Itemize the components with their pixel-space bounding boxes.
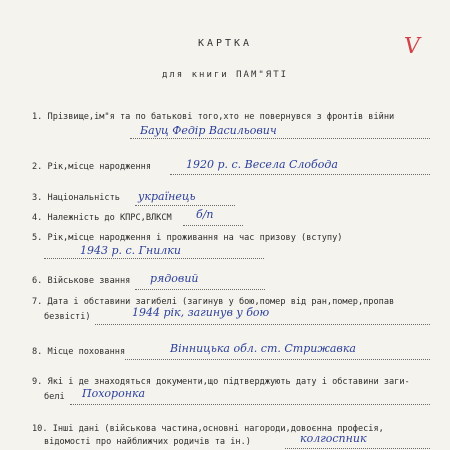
field-6-value: рядовий xyxy=(150,272,199,285)
field-7-label: 7. Дата і обставини загибелі (загинув у бою,помер від ран,помер,пропав xyxy=(32,297,395,307)
field-6-label: 6. Військове звання xyxy=(32,276,131,286)
field-1-underline xyxy=(130,138,430,139)
field-10-value: колгоспник xyxy=(300,432,367,445)
field-5-label: 5. Рік,місце народження і проживання на час призову (вступу) xyxy=(32,233,343,243)
field-3-value: українець xyxy=(138,190,196,203)
field-2-value: 1920 р. с. Весела Слобода xyxy=(186,158,338,171)
field-6-underline xyxy=(135,289,265,290)
field-3-underline xyxy=(135,205,235,206)
field-7-value: 1944 рік, загинув у бою xyxy=(132,306,270,319)
field-4-value: б/п xyxy=(196,208,214,221)
field-7-underline xyxy=(95,324,430,325)
field-10-underline xyxy=(285,448,430,449)
field-9-label-cont: белі xyxy=(44,392,65,402)
field-5-underline xyxy=(44,258,264,259)
card-subtitle: для книги ПАМ"ЯТІ xyxy=(161,70,289,80)
field-9-label: 9. Які і де знаходяться документи,що підтверджують дату і обставини заги- xyxy=(32,377,410,387)
field-1-label: 1. Прізвище,ім"я та по батькові того,хто не повернувся з фронтів війни xyxy=(32,112,395,122)
card-title: КАРТКА xyxy=(197,38,253,49)
red-check-mark: V xyxy=(402,34,422,59)
field-8-value: Вінницька обл. ст. Стрижавка xyxy=(170,342,356,355)
field-2-label: 2. Рік,місце народження xyxy=(32,162,151,172)
field-8-label: 8. Місце поховання xyxy=(32,347,126,357)
field-3-label: 3. Національність xyxy=(32,193,120,203)
field-8-underline xyxy=(125,359,430,360)
field-2-underline xyxy=(170,174,430,175)
field-5-value: 1943 р. с. Гнилки xyxy=(80,244,181,257)
field-4-underline xyxy=(183,225,243,226)
field-10-label: 10. Інші дані (військова частина,основні нагороди,довоєнна професія, xyxy=(32,424,384,434)
field-9-value: Похоронка xyxy=(82,387,146,400)
field-10-label-cont: відомості про найближчих родичів та ін.) xyxy=(44,437,251,447)
field-9-underline xyxy=(70,404,430,405)
field-1-value: Бауц Федір Васильович xyxy=(140,124,277,137)
field-7-label-cont: безвісті) xyxy=(44,312,91,322)
field-4-label: 4. Належність до КПРС,ВЛКСМ xyxy=(32,213,172,223)
